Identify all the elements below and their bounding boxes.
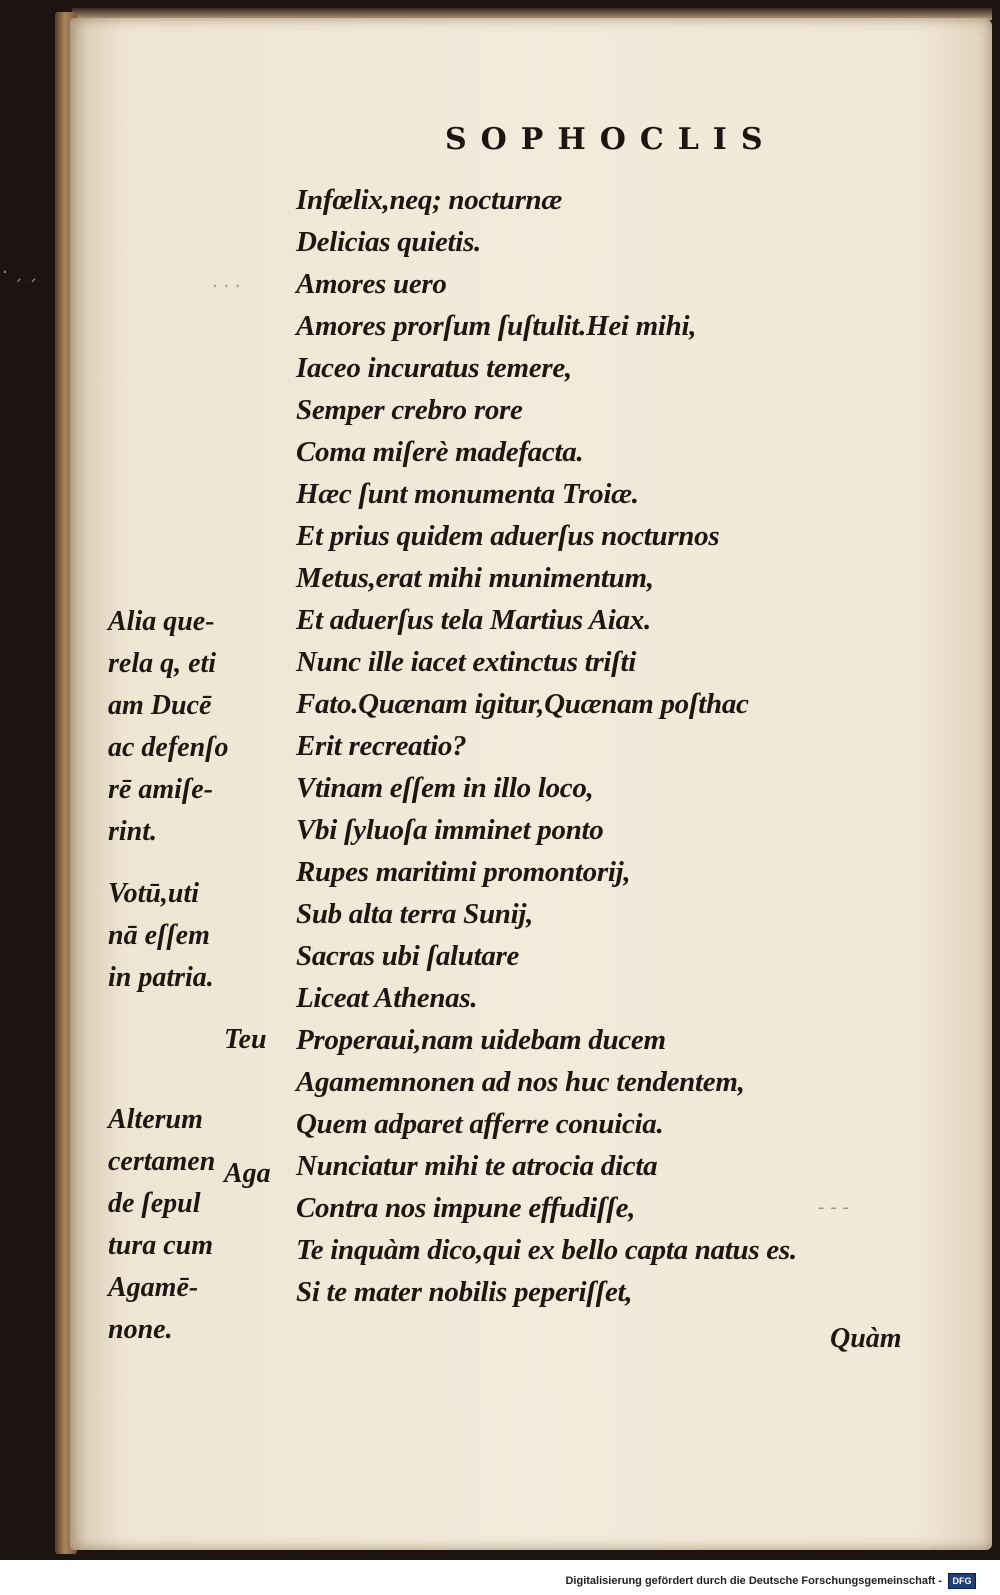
verse-line: Nunc ille iacet extinctus triſti (296, 646, 637, 678)
speaker-agamemnon: Aga (224, 1158, 271, 1189)
scan-speck: · · · (212, 276, 241, 297)
margin-note: certamen (108, 1146, 216, 1177)
verse-line: Sub alta terra Sunij, (296, 898, 534, 930)
verse-line: Semper crebro rore (296, 394, 523, 426)
margin-note: in patria. (108, 962, 214, 993)
verse-line: Erit recreatio? (296, 730, 467, 762)
speaker-teucer: Teu (224, 1024, 267, 1055)
margin-note: ac defenſo (108, 732, 229, 763)
verse-line: Quem adparet afferre conuicia. (296, 1108, 664, 1140)
verse-line: Infœlix,neq; nocturnæ (296, 184, 563, 216)
margin-note: Votū,uti (108, 878, 200, 909)
verse-line: Liceat Athenas. (296, 982, 478, 1014)
scan-speck: · ˏ ˏ (2, 262, 38, 283)
running-head: SOPHOCLIS (445, 122, 777, 157)
verse-line: Iaceo incuratus temere, (296, 352, 572, 384)
scan-speck: - - - (818, 1197, 849, 1218)
margin-note: none. (108, 1314, 173, 1345)
margin-note: rela q, eti (108, 648, 217, 679)
footer-credit: Digitalisierung gefördert durch die Deutsche Forschungsgemeinschaft - (565, 1575, 942, 1587)
margin-note: rē amiſe- (108, 774, 213, 805)
verse-line: Properaui,nam uidebam ducem (296, 1024, 666, 1056)
margin-note: rint. (108, 816, 158, 847)
verse-line: Metus,erat mihi munimentum, (296, 562, 654, 594)
verse-line: Agamemnonen ad nos huc tendentem, (296, 1066, 745, 1098)
verse-line: Vtinam eſſem in illo loco, (296, 772, 594, 804)
verse-line: Amores prorſum ſuſtulit.Hei mihi, (296, 310, 697, 342)
verse-line: Fato.Quænam igitur,Quænam poſthac (296, 688, 749, 720)
margin-note: de ſepul (108, 1188, 201, 1219)
margin-note: tura cum (108, 1230, 214, 1261)
verse-line: Et prius quidem aduerſus nocturnos (296, 520, 720, 552)
verse-line: Delicias quietis. (296, 226, 482, 258)
verse-line: Vbi ſyluoſa imminet ponto (296, 814, 604, 846)
dfg-logo: DFG (948, 1573, 976, 1589)
verse-line: Te inquàm dico,qui ex bello capta natus es. (296, 1234, 797, 1266)
verse-line: Si te mater nobilis peperiſſet, (296, 1276, 633, 1308)
margin-note: Alterum (108, 1104, 203, 1135)
verse-line: Sacras ubi ſalutare (296, 940, 520, 972)
margin-note: nā eſſem (108, 920, 210, 951)
margin-note: Alia que- (108, 606, 215, 637)
verse-line: Contra nos impune effudiſſe, (296, 1192, 636, 1224)
verse-line: Et aduerſus tela Martius Aiax. (296, 604, 651, 636)
margin-note: am Ducē (108, 690, 212, 721)
verse-line: Hæc ſunt monumenta Troiæ. (296, 478, 639, 510)
verse-line: Nunciatur mihi te atrocia dicta (296, 1150, 658, 1182)
verse-line: Coma miſerè madefacta. (296, 436, 584, 468)
verse-line: Rupes maritimi promontorij, (296, 856, 631, 888)
verse-line: Amores uero (296, 268, 447, 300)
catchword: Quàm (830, 1323, 902, 1354)
margin-note: Agamē- (108, 1272, 199, 1303)
